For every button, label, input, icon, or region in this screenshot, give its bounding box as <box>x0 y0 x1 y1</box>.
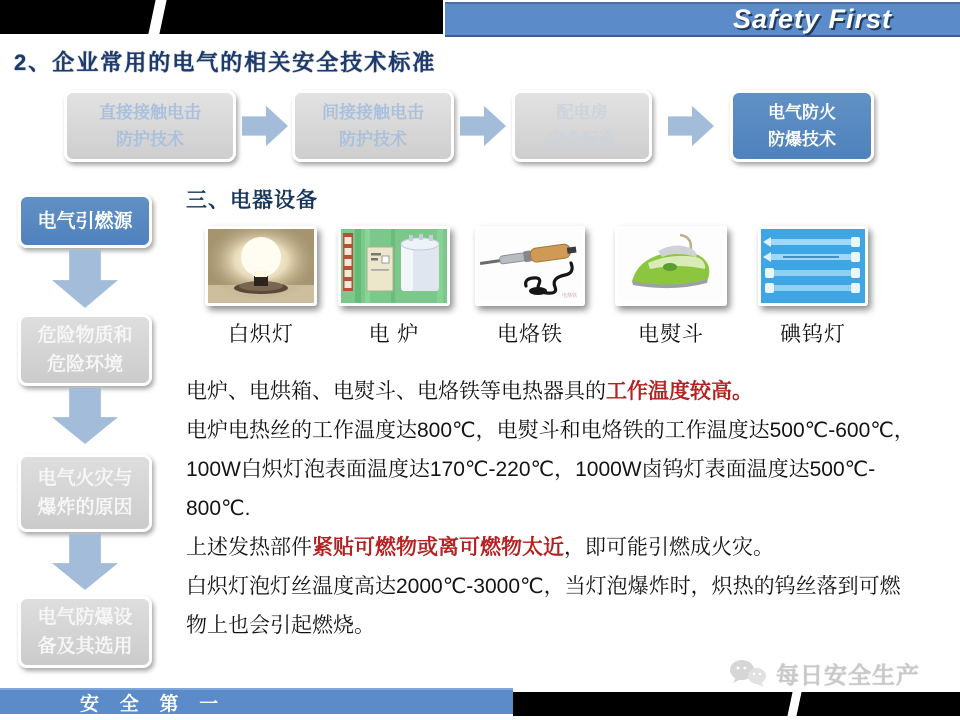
footer-blue-bar <box>0 688 513 714</box>
sidebar-box-hazardous-materials <box>18 314 152 386</box>
flow-box-line: 电气防火 <box>768 103 836 122</box>
flow-box-direct-contact <box>64 90 236 162</box>
arrow-right-icon <box>242 104 288 148</box>
arrow-right-icon <box>460 104 506 148</box>
device-label: 电 炉 <box>368 323 420 346</box>
body-text <box>186 372 958 645</box>
body-line-5 <box>186 528 958 567</box>
arrow-down-icon <box>52 250 118 308</box>
body-line-3: 100W白炽灯泡表面温度达170℃-220℃，1000W卤钨灯表面温度达500℃- <box>186 458 876 481</box>
flow-box-line: 防护技术 <box>116 130 184 149</box>
sidebar-box-explosionproof-equipment <box>18 596 152 668</box>
device-incandescent-bulb <box>205 226 317 348</box>
watermark <box>728 654 954 692</box>
header-slash-decoration <box>148 0 166 34</box>
device-label: 白炽灯 <box>228 323 294 346</box>
flow-box-line: 安全标准 <box>548 130 616 149</box>
flow-box-distribution-room <box>512 90 652 162</box>
device-electric-iron <box>615 226 727 348</box>
page-title: 2、企业常用的电气的相关安全技术标准 <box>14 50 437 75</box>
sidebar-box-line: 危险环境 <box>46 354 123 375</box>
body-segment: 上述发热部件 <box>186 536 312 559</box>
footer-slash-decoration <box>787 692 801 716</box>
watermark-text: 每日安全生产 <box>776 661 920 688</box>
body-segment-highlight: 工作温度较高。 <box>606 380 753 403</box>
header-black-bar <box>0 0 443 34</box>
flow-box-line: 间接接触电击 <box>322 103 424 122</box>
electric-iron-photo <box>615 226 727 306</box>
header-blue-bar <box>445 2 960 37</box>
body-line-1 <box>186 372 958 411</box>
sidebar-box-line: 电气引燃源 <box>37 210 133 232</box>
body-segment: ，即可能引燃成火灾。 <box>564 536 774 559</box>
sidebar-box-fire-causes <box>18 454 152 532</box>
body-line-2: 电炉电热丝的工作温度达800℃，电熨斗和电烙铁的工作温度达500℃-600℃， <box>186 419 915 442</box>
device-electric-furnace <box>338 226 450 348</box>
body-line-4: 800℃. <box>186 497 251 520</box>
arrow-down-icon <box>52 534 118 590</box>
sidebar-box-line: 爆炸的原因 <box>37 497 133 518</box>
footer-slogan: 安 全 第 一 <box>80 693 227 715</box>
flow-box-line: 直接接触电击 <box>99 103 201 122</box>
body-segment-highlight: 紧贴可燃物或离可燃物太近 <box>312 536 564 559</box>
section-heading: 三、电器设备 <box>186 189 318 212</box>
arrow-right-icon <box>668 104 714 148</box>
electric-furnace-photo <box>338 226 450 306</box>
body-segment: 电炉、电烘箱、电熨斗、电烙铁等电热器具的 <box>186 380 606 403</box>
device-soldering-iron <box>475 226 585 348</box>
device-label: 电熨斗 <box>638 323 704 346</box>
footer-black-bar <box>513 692 960 716</box>
flow-box-indirect-contact <box>292 90 454 162</box>
device-label: 电烙铁 <box>497 323 563 346</box>
chat-bubbles-icon <box>728 657 768 689</box>
flow-box-fire-explosion-active <box>730 90 874 162</box>
sidebar-box-line: 电气防爆设 <box>37 607 133 628</box>
soldering-iron-photo <box>475 226 585 306</box>
device-label: 碘钨灯 <box>780 323 846 346</box>
body-line-7: 物上也会引起燃烧。 <box>186 614 375 637</box>
iodine-tungsten-lamp-photo <box>758 226 868 306</box>
flow-box-line: 防护技术 <box>339 130 407 149</box>
brand-text: Safety First <box>732 4 892 34</box>
arrow-down-icon <box>52 388 118 444</box>
sidebar-box-line: 电气火灾与 <box>37 468 133 489</box>
flow-box-line: 配电房 <box>556 103 608 122</box>
device-iodine-tungsten-lamp <box>758 226 868 348</box>
body-line-6: 白炽灯泡灯丝温度高达2000℃-3000℃，当灯泡爆炸时，炽热的钨丝落到可燃 <box>186 575 901 598</box>
sidebar-box-ignition-source <box>18 194 152 248</box>
sidebar-box-line: 危险物质和 <box>37 325 133 346</box>
incandescent-bulb-photo <box>205 226 317 306</box>
svg-text:电烙铁: 电烙铁 <box>562 293 578 299</box>
flow-box-line: 防爆技术 <box>768 130 836 149</box>
sidebar-box-line: 备及其选用 <box>37 636 133 657</box>
